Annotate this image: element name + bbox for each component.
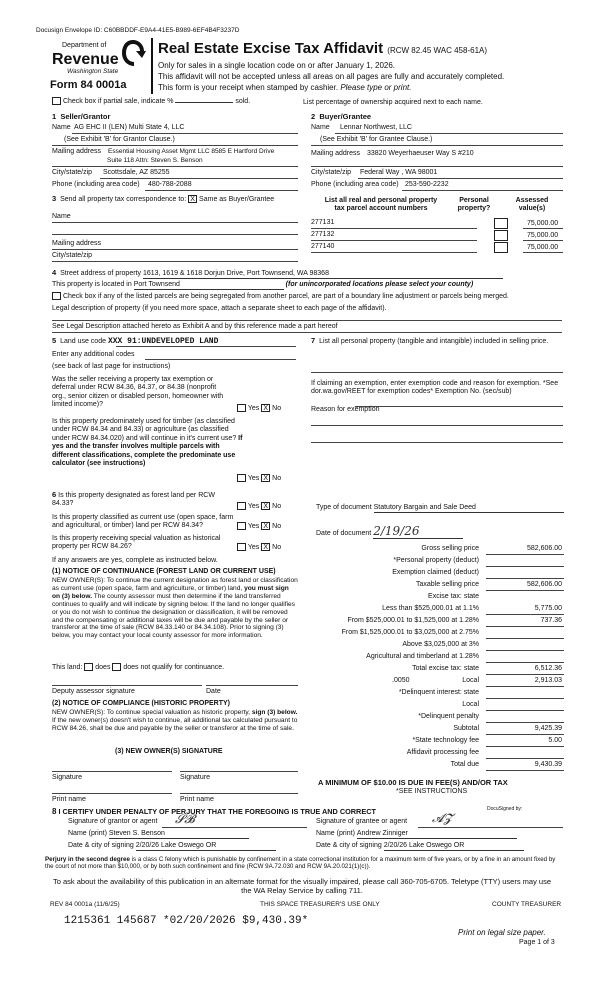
land-use-code-field[interactable]: XXX 91:UNDEVELOPED LAND xyxy=(107,337,219,346)
tax-row-value[interactable]: 6,512.36 xyxy=(534,665,562,672)
grantee-signature-label: Signature of grantee or agent xyxy=(316,818,408,825)
buyer-address-field[interactable]: 33820 Weyerhaeuser Way S #210 xyxy=(367,150,474,157)
corr-line-2 xyxy=(52,234,298,235)
tax-row-label: From $1,525,000.01 to $3,025,000 at 2.75% xyxy=(341,629,479,636)
see-back-note: (see back of last page for instructions) xyxy=(52,363,171,370)
q2-yes-no: Yes X No xyxy=(237,474,281,483)
does-qualify-checkbox[interactable] xyxy=(84,663,93,671)
timber-question: Is this property predominately used for timber (as classified under RCW 84.34 and 84.33) or agriculture (as classified under RCW 84.34.020) and will continue in it's current use? If yes and the transfer involves multiple parcels with different classifications, complete the predominate use calculator (see instructions) xyxy=(52,418,243,467)
historical-yes-checkbox[interactable] xyxy=(237,543,246,551)
tax-row-label: Local xyxy=(462,677,479,684)
tax-row-label: Excise tax: state xyxy=(428,593,479,600)
grantor-signature-label: Signature of grantor or agent xyxy=(68,818,158,825)
q1-no-checkbox[interactable]: X xyxy=(261,404,270,412)
county-treasurer-label: COUNTY TREASURER xyxy=(492,901,562,908)
state-label: Washington State xyxy=(67,68,119,75)
docusigned-label: DocuSigned by: xyxy=(487,806,523,812)
corr-csz-label: City/state/zip xyxy=(52,252,93,259)
dept-label: Department of xyxy=(62,42,107,49)
legal-paper-note: Print on legal size paper. xyxy=(458,928,546,937)
tax-calculation xyxy=(300,545,564,771)
continuance-text: NEW OWNER(S): To continue the current designation as forest land or classification as current use (open space, farm and agriculture, or timber) land, you must sign on (3) below. The county assessor must then determine if the land transferred continues to qualify and will indicate by signing below. If the land no longer qualifies or you do not wish to continue the designation or classification, it will be removed and the compensating or additional taxes will be due and payable by the seller or transferor at the time of sale (RCW 84.33.140 or 84.34.108). Prior to signing (3) below, you may contact your local county assessor for more information. xyxy=(52,577,298,640)
owner-print-label: Print name xyxy=(52,796,86,803)
same-as-buyer-checkbox[interactable]: X xyxy=(188,195,197,203)
buyer-phone-underline xyxy=(402,190,563,191)
assessed-value[interactable]: 75,000.00 xyxy=(527,244,559,251)
section-7-label: 7 List all personal property (tangible and intangible) included in selling price. xyxy=(311,336,549,345)
grantee-date-row: Date & city of signing 2/20/26 Lake Oswego OR xyxy=(316,842,524,851)
list-percentage-note: List percentage of ownership acquired next to each name. xyxy=(303,99,483,106)
tax-row-label: *State technology fee xyxy=(412,737,479,744)
tax-row-label: Subtotal xyxy=(453,725,479,732)
section-1-heading: 1 Seller/Grantor xyxy=(52,112,111,121)
exemption-question: Was the seller receiving a property tax exemption or deferral under RCW 84.36, 84.37, or 84.38 (nonprofit org., senior citizen or disabled person, homeowner with limited income)? xyxy=(52,376,224,409)
tax-row-label: From $525,000.01 to $1,525,000 at 1.28% xyxy=(347,617,479,624)
forest-yes-checkbox[interactable] xyxy=(237,502,246,510)
deputy-assessor-label: Deputy assessor signature xyxy=(52,688,135,695)
land-use-underline xyxy=(116,346,296,347)
agency-logo-text: Revenue xyxy=(52,51,119,68)
corr-csz-underline xyxy=(52,261,298,262)
seller-phone-field[interactable]: 480-788-2088 xyxy=(148,181,192,188)
tax-row-label: Affidavit processing fee xyxy=(406,749,479,756)
seller-name-field[interactable]: AG EHC II (LEN) Multi State 4, LLC xyxy=(74,124,185,131)
grantee-name-row: Name (print) Andrew Zinniger xyxy=(316,830,517,839)
qualify-row: This land: does does not qualify for continuance. xyxy=(52,663,225,671)
assessor-date-line xyxy=(206,685,298,686)
tax-row-value[interactable]: 9,430.39 xyxy=(534,761,562,768)
seller-address-line-2[interactable]: Suite 118 Attn: Steven S. Benson xyxy=(107,157,203,164)
seller-name2-underline xyxy=(52,145,298,146)
grantor-signature[interactable]: 𝓢𝓑 xyxy=(175,812,195,826)
revision-label: REV 84 0001a (11/6/25) xyxy=(50,901,120,908)
grantor-name-field[interactable]: Steven S. Benson xyxy=(109,830,249,839)
partial-sale-row: Check box if partial sale, indicate % sold. xyxy=(52,97,250,106)
buyer-name-line-2[interactable]: (See Exhibit 'B' for Grantee Clause.) xyxy=(320,136,433,143)
grantor-date-field[interactable]: 2/20/26 Lake Oswego OR xyxy=(136,842,276,851)
current-use-question: Is this property classified as current use (open space, farm and agricultural, or timber) land per RCW 84.34? xyxy=(52,514,234,530)
buyer-name-label: Name xyxy=(311,124,330,131)
continuance-heading: (1) NOTICE OF CONTINUANCE (FOREST LAND OR CURRENT USE) xyxy=(52,568,276,575)
additional-codes-label: Enter any additional codes xyxy=(52,351,135,358)
parcels-header-1: List all real and personal property tax parcel account numbers xyxy=(324,197,438,213)
section-5-row: 5 Land use code XXX 91:UNDEVELOPED LAND xyxy=(52,336,219,346)
owner-print-line-2 xyxy=(180,793,298,794)
personal-property-checkbox[interactable] xyxy=(494,218,508,229)
document-date-row: Date of document 2/19/26 xyxy=(316,524,463,539)
seller-name-line-2[interactable]: (See Exhibit 'B' for Grantor Clause.) xyxy=(64,136,175,143)
legal-description-field[interactable]: See Legal Description attached hereto as Exhibit A and by this reference made a part hereof xyxy=(52,323,338,330)
seller-name-label: Name xyxy=(52,124,71,131)
segregated-row: Check box if any of the listed parcels are being segregated from another parcel, are part of a boundary line adjustment or parcels being merged. xyxy=(52,292,509,301)
parcel-row xyxy=(311,243,563,255)
assessor-date-label: Date xyxy=(206,688,221,695)
property-location-field[interactable]: Port Townsend xyxy=(134,281,284,290)
buyer-name-field[interactable]: Lennar Northwest, LLC xyxy=(340,124,412,131)
s6-q3-yes-no: Yes X No xyxy=(237,543,281,552)
parcel-number[interactable]: 277132 xyxy=(311,231,335,238)
s6-q1-yes-no: Yes X No xyxy=(237,502,281,511)
owner-signature-label-2: Signature xyxy=(180,774,210,781)
buyer-csz-underline xyxy=(358,178,563,179)
seller-csz-field[interactable]: Scottsdale, AZ 85255 xyxy=(103,169,170,176)
parcel-row xyxy=(311,231,563,243)
grantor-name-row: Name (print) Steven S. Benson xyxy=(68,830,249,839)
grantee-sig-line xyxy=(418,827,563,828)
treasurer-stamp: 1215361 145687 *02/20/2026 $9,430.39* xyxy=(64,915,309,927)
parcel-number[interactable]: 277131 xyxy=(311,219,335,226)
tax-row-label: *Personal property (deduct) xyxy=(393,557,479,564)
buyer-address-underline xyxy=(311,166,563,167)
owner-sig-line-1 xyxy=(52,771,172,772)
seller-name-underline xyxy=(72,133,298,134)
seller-csz-underline xyxy=(100,178,298,179)
tax-row-value[interactable]: 582,606.00 xyxy=(526,581,562,588)
corr-address-underline xyxy=(52,249,298,250)
legal-line-2 xyxy=(52,332,562,333)
legal-line-1 xyxy=(52,320,562,321)
tax-row-value[interactable]: 5.00 xyxy=(548,737,562,744)
does-not-qualify-checkbox[interactable] xyxy=(112,663,121,671)
compliance-text: NEW OWNER(S): To continue special valuation as historic property, sign (3) below. If the new owner(s) doesn't wish to continue, all additional tax calculated pursuant to RCW 84.26, shall be due and payable by the seller or transferor at the time of sale. xyxy=(52,709,298,732)
partial-sale-checkbox[interactable] xyxy=(52,97,61,105)
reason-for-exemption-label: Reason for exemption xyxy=(311,406,380,413)
tax-row-label: Exemption claimed (deduct) xyxy=(392,569,479,576)
grantee-signature[interactable]: 𝓐𝓩 xyxy=(432,811,453,825)
header-divider xyxy=(151,38,153,94)
tax-row-value[interactable]: 5,775.00 xyxy=(534,605,562,612)
owner-signature-label: Signature xyxy=(52,774,82,781)
q1-yes-no: Yes X No xyxy=(237,404,281,413)
grantor-date-row: Date & city of signing 2/20/26 Lake Oswego OR xyxy=(68,842,276,851)
q1-yes-checkbox[interactable] xyxy=(237,404,246,412)
header-line-2: This affidavit will not be accepted unless all areas on all pages are fully and accurately completed. xyxy=(158,72,505,81)
seller-address-field[interactable]: Essential Housing Asset Mgmt LLC 8585 E Hartford Drive xyxy=(108,148,275,155)
current-use-no-checkbox[interactable]: X xyxy=(261,522,270,530)
owner-sig-line-2 xyxy=(180,771,298,772)
tax-row-label: Local xyxy=(462,701,479,708)
tax-row-value[interactable]: 2,913.03 xyxy=(534,677,562,684)
reason-line-2 xyxy=(311,442,563,443)
buyer-address-label: Mailing address xyxy=(311,150,361,157)
grantee-name-field[interactable]: Andrew Zinniger xyxy=(357,830,517,839)
q2-no-checkbox[interactable]: X xyxy=(261,474,270,482)
historical-no-checkbox[interactable]: X xyxy=(261,543,270,551)
assessor-sig-line xyxy=(52,685,202,686)
tax-row-label: Gross selling price xyxy=(421,545,479,552)
corr-name-label: Name xyxy=(52,213,71,220)
assessed-value[interactable]: 75,000.00 xyxy=(527,220,559,227)
tax-row-label: Less than $525,000.01 at 1.1% xyxy=(382,605,479,612)
assessed-value[interactable]: 75,000.00 xyxy=(527,232,559,239)
tax-row-label: *Delinquent interest: state xyxy=(398,689,479,696)
minimum-due-note: A MINIMUM OF $10.00 IS DUE IN FEE(S) AND/OR TAX xyxy=(318,778,508,787)
q2-yes-checkbox[interactable] xyxy=(237,474,246,482)
tax-row-value[interactable]: 9,425.39 xyxy=(534,725,562,732)
owner-print-line-1 xyxy=(52,793,172,794)
tax-row-label: Above $3,025,000 at 3% xyxy=(402,641,479,648)
buyer-phone-field[interactable]: 253-590-2232 xyxy=(405,181,449,188)
document-date-field[interactable]: 2/19/26 xyxy=(373,524,463,539)
reason-line-1 xyxy=(311,425,563,426)
section-4-row: 4 Street address of property 1613, 1619 & 1618 Dorjun Drive, Port Townsend, WA 98368 xyxy=(52,268,503,279)
tax-row-label: Agricultural and timberland at 1.28% xyxy=(366,653,479,660)
buyer-name2-underline xyxy=(311,145,563,146)
seller-phone-label: Phone (including area code) xyxy=(52,181,140,188)
s6-q2-yes-no: Yes X No xyxy=(237,522,281,531)
section-2-heading: 2 Buyer/Grantee xyxy=(311,112,372,121)
legal-description-label: Legal description of property (if you need more space, attach a separate sheet to each page of the affidavit). xyxy=(52,305,387,312)
personal-property-checkbox[interactable] xyxy=(494,242,508,253)
personal-property-checkbox[interactable] xyxy=(494,230,508,241)
corr-name-underline xyxy=(52,222,298,223)
exemption-no-underline xyxy=(355,406,563,407)
forest-land-question: 6 Is this property designated as forest land per RCW 84.33? xyxy=(52,490,215,508)
header-line-3: This form is your receipt when stamped by cashier. Please type or print. xyxy=(158,83,412,92)
local-rate: .0050 xyxy=(392,677,410,684)
buyer-name-underline xyxy=(335,133,563,134)
envelope-id: Docusign Envelope ID: C60BBDDF-E9A4-41E5-B989-6EF4B4F3237D xyxy=(36,27,240,34)
parcel-number[interactable]: 277140 xyxy=(311,243,335,250)
parcels-header-3: Assessed value(s) xyxy=(515,197,549,213)
compliance-heading: (2) NOTICE OF COMPLIANCE (HISTORIC PROPERTY) xyxy=(52,700,230,707)
tax-row-label: Taxable selling price xyxy=(415,581,479,588)
revenue-logo-icon xyxy=(120,38,146,68)
tax-row-label: *Delinquent penalty xyxy=(418,713,479,720)
form-title: Real Estate Excise Tax Affidavit (RCW 82.45 WAC 458-61A) xyxy=(158,40,488,57)
personal-property-line xyxy=(311,372,563,373)
perjury-note: Perjury in the second degree is a class C felony which is punishable by confinement in a state correctional institution for a maximum term of five years, or by a fine in an amount fixed by the court of not more than $10,000, or by both such confinement and fine (RCW 9A.72.030 and RCW 9A.20.021(1)(c)). xyxy=(45,856,556,871)
treasurer-space-label: THIS SPACE TREASURER'S USE ONLY xyxy=(260,901,380,908)
form-number: Form 84 0001a xyxy=(50,79,127,91)
tax-row-value[interactable]: 582,606.00 xyxy=(526,545,562,552)
page-number: Page 1 of 3 xyxy=(519,939,555,946)
seller-address-underline xyxy=(52,166,298,167)
tax-row-value[interactable]: 737.36 xyxy=(540,617,562,624)
if-yes-note: If any answers are yes, complete as instructed below. xyxy=(52,557,218,564)
historical-question: Is this property receiving special valuation as historical property per RCW 84.26? xyxy=(52,535,221,551)
grantee-date-field[interactable]: 2/20/26 Lake Oswego OR xyxy=(384,842,524,851)
owner-print-label-2: Print name xyxy=(180,796,214,803)
section-3-row: 3 Send all property tax correspondence to: X Same as Buyer/Grantee xyxy=(52,194,275,204)
grantor-sig-line xyxy=(162,827,307,828)
certify-heading: 8 I CERTIFY UNDER PENALTY OF PERJURY THAT THE FOREGOING IS TRUE AND CORRECT xyxy=(52,807,376,816)
alt-format-note: To ask about the availability of this publication in an alternate format for the visually impaired, please call 360-705-6705. Teletype (TTY) users may use the WA Relay Service by calling 711. xyxy=(52,877,552,895)
header-line-1: Only for sales in a single location code on or after January 1, 2026. xyxy=(158,61,396,70)
seller-csz-label: City/state/zip xyxy=(52,169,93,176)
document-type-row: Type of document Statutory Bargain and Sale Deed xyxy=(316,504,564,513)
buyer-csz-label: City/state/zip xyxy=(311,169,352,176)
seller-address-label: Mailing address xyxy=(52,148,102,155)
seller-phone-underline xyxy=(145,190,298,191)
parcel-row xyxy=(311,219,563,231)
additional-codes-underline xyxy=(145,359,296,360)
property-address-field[interactable]: 1613, 1619 & 1618 Dorjun Drive, Port Townsend, WA 98368 xyxy=(143,270,503,279)
current-use-yes-checkbox[interactable] xyxy=(237,522,246,530)
buyer-phone-label: Phone (including area code) xyxy=(311,181,399,188)
buyer-csz-field[interactable]: Federal Way , WA 98001 xyxy=(360,169,438,176)
exemption-code-note: If claiming an exemption, enter exemption code and reason for exemption. *See dor.wa.gov/REET for exemption codes* Exemption No. (sec/sub) xyxy=(311,380,559,396)
forest-no-checkbox[interactable]: X xyxy=(261,502,270,510)
corr-address-label: Mailing address xyxy=(52,240,102,247)
tax-row-label: Total excise tax: state xyxy=(412,665,479,672)
see-instructions-note: *SEE INSTRUCTIONS xyxy=(396,788,468,795)
document-type-field[interactable]: Statutory Bargain and Sale Deed xyxy=(374,504,564,513)
new-owner-sig-heading: (3) NEW OWNER(S) SIGNATURE xyxy=(115,748,223,755)
segregated-checkbox[interactable] xyxy=(52,292,61,300)
property-location-row: This property is located in Port Townsend (for unincorporated locations please select your county) xyxy=(52,281,473,290)
tax-row-label: Total due xyxy=(450,761,479,768)
parcels-header-2: Personal property? xyxy=(457,197,491,213)
